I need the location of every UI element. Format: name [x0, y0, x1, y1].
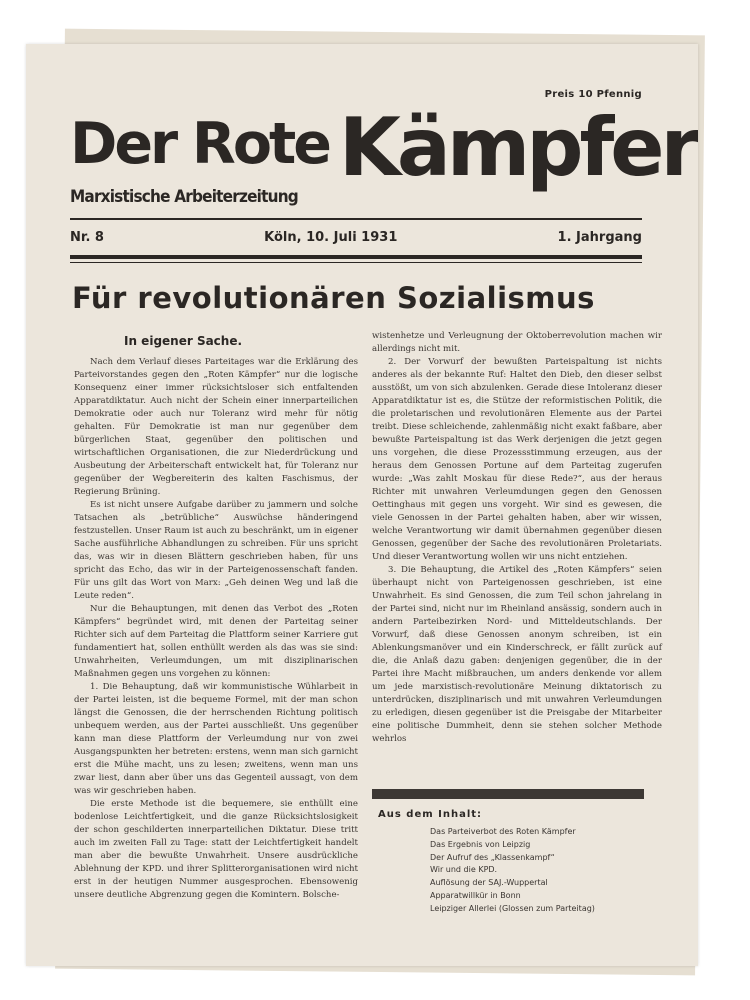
contents-bar: [372, 789, 644, 799]
contents-item: Das Ergebnis von Leipzig: [430, 839, 531, 849]
paragraph: wistenhetze und Verleugnung der Oktoberrevolution machen wir allerdings nicht mit.: [372, 331, 662, 354]
contents-title: Aus dem Inhalt:: [378, 809, 483, 820]
newspaper-page: [26, 44, 698, 966]
masthead-subtitle: Marxistische Arbeiterzeitung: [70, 187, 298, 207]
contents-list: [430, 826, 595, 916]
contents-item: Wir und die KPD.: [430, 865, 498, 875]
paragraph: Die erste Methode ist die bequemere, sie enthüllt eine bodenlose Leichtfertigkeit, und die ganze Rücksichtslosigkeit der schon geschilderten innerparteilichen Diktatur. Diese tritt auch im zweiten Fall zu Tage: statt der Leichtfertigkeit handelt man aber die bewußte Unwahrheit. Unsere ausdrückliche Ablehnung der KPD. und ihrer Splitterorganisationen wird nicht erst in der heutigen Nummer ausgesprochen. Ebensowenig unsere deutliche Abgrenzung gegen die Komintern. Bolsche-: [74, 799, 358, 900]
paragraph: 2. Der Vorwurf der bewußten Parteispaltung ist nichts anderes als der bekannte Ruf: Haltet den Dieb, den dieser selbst ausstößt, um von sich abzulenken. Gerade diese Intoleranz dieser Apparatdiktatur ist es, die Stütze der reformistischen Politik, die die proletarischen und revolutionären Elemente aus der Partei treibt. Diese schleichende, zahlenmäßig nicht exakt faßbare, aber bewußte Parteispaltung ist das Werk derjenigen die jetzt gegen uns vorgehen, die diese Prozessstimmung erzeugen, aus der heraus dem Genossen Portune auf dem Parteitag zugerufen wurde: „Was zahlt Moskau für diese Rede?“, aus der heraus Richter mit unwahren Verleumdungen gegen den Genossen Oettinghaus mit gegen uns vorgeht. Wir sind es gewesen, die viele Genossen in der Partei gehalten haben, aber wir wissen, welche Verantwortung wir damit übernahmen gegenüber diesen Genossen, gegenüber der Sache des revolutionären Proletariats. Und dieser Verantwortung wollen wir uns nicht entziehen.: [372, 357, 662, 562]
left-column: [74, 334, 358, 902]
contents-item: Auflösung der SAJ.-Wuppertal: [430, 878, 548, 888]
paragraph: Es ist nicht unsere Aufgabe darüber zu jammern und solche Tatsachen als „betrübliche“ Auswüchse händeringend festzustellen. Unser Raum ist auch zu beschränkt, um in eigener Sache ausführliche Abhandlungen zu schreiben. Für uns spricht das, was wir in diesen Blättern geschrieben haben, für uns spricht das Echo, das wir in der Parteigenossenschaft fanden. Für uns gilt das Wort von Marx: „Geh deinen Weg und laß die Leute reden“.: [74, 500, 358, 601]
masthead-title-part1: Der Rote: [70, 111, 329, 177]
contents-item: Der Aufruf des „Klassenkampf“: [430, 852, 555, 862]
issue-volume: 1. Jahrgang: [557, 230, 642, 245]
contents-item: Apparatwillkür in Bonn: [430, 890, 521, 900]
contents-item: Das Parteiverbot des Roten Kämpfer: [430, 827, 576, 836]
price-label: Preis 10 Pfennig: [544, 89, 642, 100]
headline: Für revolutionären Sozialismus: [72, 281, 595, 315]
masthead-title: [70, 101, 697, 194]
paragraph: 1. Die Behauptung, daß wir kommunistische Wühlarbeit in der Partei leisten, ist die bequeme Formel, mit der man schon längst die Genossen, die der herrschenden Richtung politisch unbequem werden, aus der Partei ausschließt. Uns gegenüber kann man diese Plattform der Verleumdung nur von zwei Ausgangspunkten her betreten: erstens, wenn man sich garnicht erst die Mühe macht, uns zu lesen; zweitens, wenn man uns zwar liest, dann aber über uns das Gegenteil aussagt, von dem was wir geschrieben haben.: [74, 682, 358, 796]
issue-number: Nr. 8: [70, 230, 104, 245]
dateline: [70, 220, 642, 254]
masthead-title-part2: Kämpfer: [338, 101, 697, 194]
contents-item: Leipziger Allerlei (Glossen zum Parteitag): [430, 903, 595, 913]
issue-date: Köln, 10. Juli 1931: [264, 230, 398, 245]
paragraph: Nach dem Verlauf dieses Parteitages war die Erklärung des Parteivorstandes gegen den „Roten Kämpfer“ nur die logische Konsequenz einer immer rücksichtsloser sich entfaltenden Apparatdiktatur. Auch nicht der Schein einer innerparteilichen Demokratie oder auch nur Toleranz wird mehr für nötig gehalten. Für Demokratie ist man nur gegenüber dem bürgerlichen Staat, gegenüber den politischen und wirtschaftlichen Organisationen, die zur Niederdrückung und Ausbeutung der Arbeiterschaft entwickelt hat, für Toleranz nur gegenüber der Wegbereiterin des kalten Faschismus, der Regierung Brüning.: [74, 357, 358, 497]
masthead-rule-bottom: [70, 255, 642, 259]
paragraph: 3. Die Behauptung, die Artikel des „Roten Kämpfers“ seien überhaupt nicht von Parteigenossen geschrieben, ist eine Unwahrheit. Es sind Genossen, die zum Teil schon jahrelang in der Partei sind, nicht nur im Rheinland ansässig, sondern auch in andern Parteibezirken Nord- und Mitteldeutschlands. Der Vorwurf, daß diese Genossen anonym schreiben, ist ein Ablenkungsmanöver und ein Kinderschreck, er fällt zurück auf die, die Anlaß dazu gaben: denjenigen gegenüber, die in der Partei ihre Macht mißbrauchen, um anders denkende vor allem um jede marxistisch-revolutionäre Meinung diktatorisch zu unterdrücken, disziplinarisch und mit unwahren Verleumdungen zu erledigen, diesen gegenüber ist die Preisgabe der Mitarbeiter eine politische Dummheit, denn sie stehen solcher Methode wehrlos: [372, 565, 662, 744]
masthead-rule-thin: [70, 262, 642, 263]
section-title: In eigener Sache.: [124, 334, 243, 348]
paragraph: Nur die Behauptungen, mit denen das Verbot des „Roten Kämpfers“ begründet wird, mit denen der Parteitag seiner Richter sich auf dem Parteitag die Plattform seiner Karriere gut fundamentiert hat, sollen enthüllt werden als das was sie sind: Unwahrheiten, Verleumdungen, um mit disziplinarischen Maßnahmen gegen uns vorgehen zu können:: [74, 604, 358, 679]
right-column: [372, 330, 662, 746]
